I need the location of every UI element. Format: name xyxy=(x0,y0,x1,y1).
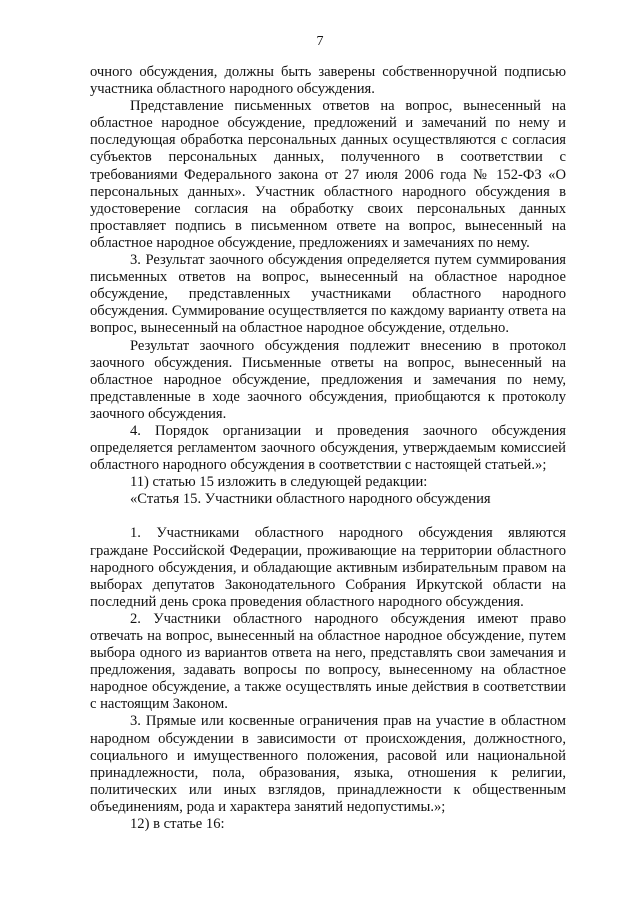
paragraph-protocol: Результат заочного обсуждения подлежит внесению в протокол заочного обсуждения. Письменные ответы на вопрос, вынесенный на областное народное обсуждение, предложения и замечания по нему, представленные в ходе заочного обсуждения, приобщаются к протоколу заочного обсуждения. xyxy=(90,337,566,422)
paragraph-personal-data-consent: Представление письменных ответов на вопрос, вынесенный на областное народное обсуждение, предложений и замечаний по нему и последующая обработка персональных данных осуществляются с согласия субъектов персональных данных, полученного в соответствии с требованиями Федерального закона от 27 июля 2006 года № 152-ФЗ «О персональных данных». Участник областного народного обсуждения в удостоверение согласия на обработку своих персональных данных проставляет подпись в письменном ответе на вопрос, вынесенный на областное народное обсуждение, предложениях и замечаниях по нему. xyxy=(90,98,566,251)
article-15-heading: «Статья 15. Участники областного народного обсуждения xyxy=(130,491,491,508)
paragraph-amendment-12: 12) в статье 16: xyxy=(130,816,225,833)
paragraph-article-15-point-3: 3. Прямые или косвенные ограничения прав на участие в областном народном обсуждении в зависимости от происхождения, должностного, социального и имущественного положения, расовой или национальной принадлежности, пола, образования, языка, отношения к религии, политических или иных взглядов, принадлежности к общественным объединениям, рода и характера занятий недопустимы.»; xyxy=(90,713,566,815)
document-body xyxy=(90,64,566,833)
paragraph-continuation: очного обсуждения, должны быть заверены собственноручной подписью участника областного народного обсуждения. xyxy=(90,64,566,98)
paragraph-point-4-procedure: 4. Порядок организации и проведения заочного обсуждения определяется регламентом заочного обсуждения, утверждаемым комиссией областного народного обсуждения в соответствии с настоящей статьей.»; xyxy=(90,422,566,474)
page-number: 7 xyxy=(316,34,324,49)
paragraph-point-3-result: 3. Результат заочного обсуждения определяется путем суммирования письменных ответов на вопрос, вынесенный на областное народное обсуждение, представленных участниками областного народного обсуждения. Суммирование осуществляется по каждому варианту ответа на вопрос, вынесенный на областное народное обсуждение, отдельно. xyxy=(90,252,566,337)
paragraph-amendment-11: 11) статью 15 изложить в следующей редакции: xyxy=(130,474,428,491)
paragraph-article-15-point-2: 2. Участники областного народного обсуждения имеют право отвечать на вопрос, вынесенный на областное народное обсуждение, путем выбора одного из вариантов ответа на него, представлять свои замечания и предложения, задавать вопросы по вопросу, вынесенному на областное народное обсуждение, а также осуществлять иные действия в соответствии с настоящим Законом. xyxy=(90,610,566,713)
paragraph-article-15-point-1: 1. Участниками областного народного обсуждения являются граждане Российской Федерации, проживающие на территории областного народного обсуждения, и обладающие активным избирательным правом на выборах депутатов Законодательного Собрания Иркутской области на последний день срока проведения областного народного обсуждения. xyxy=(90,525,566,610)
